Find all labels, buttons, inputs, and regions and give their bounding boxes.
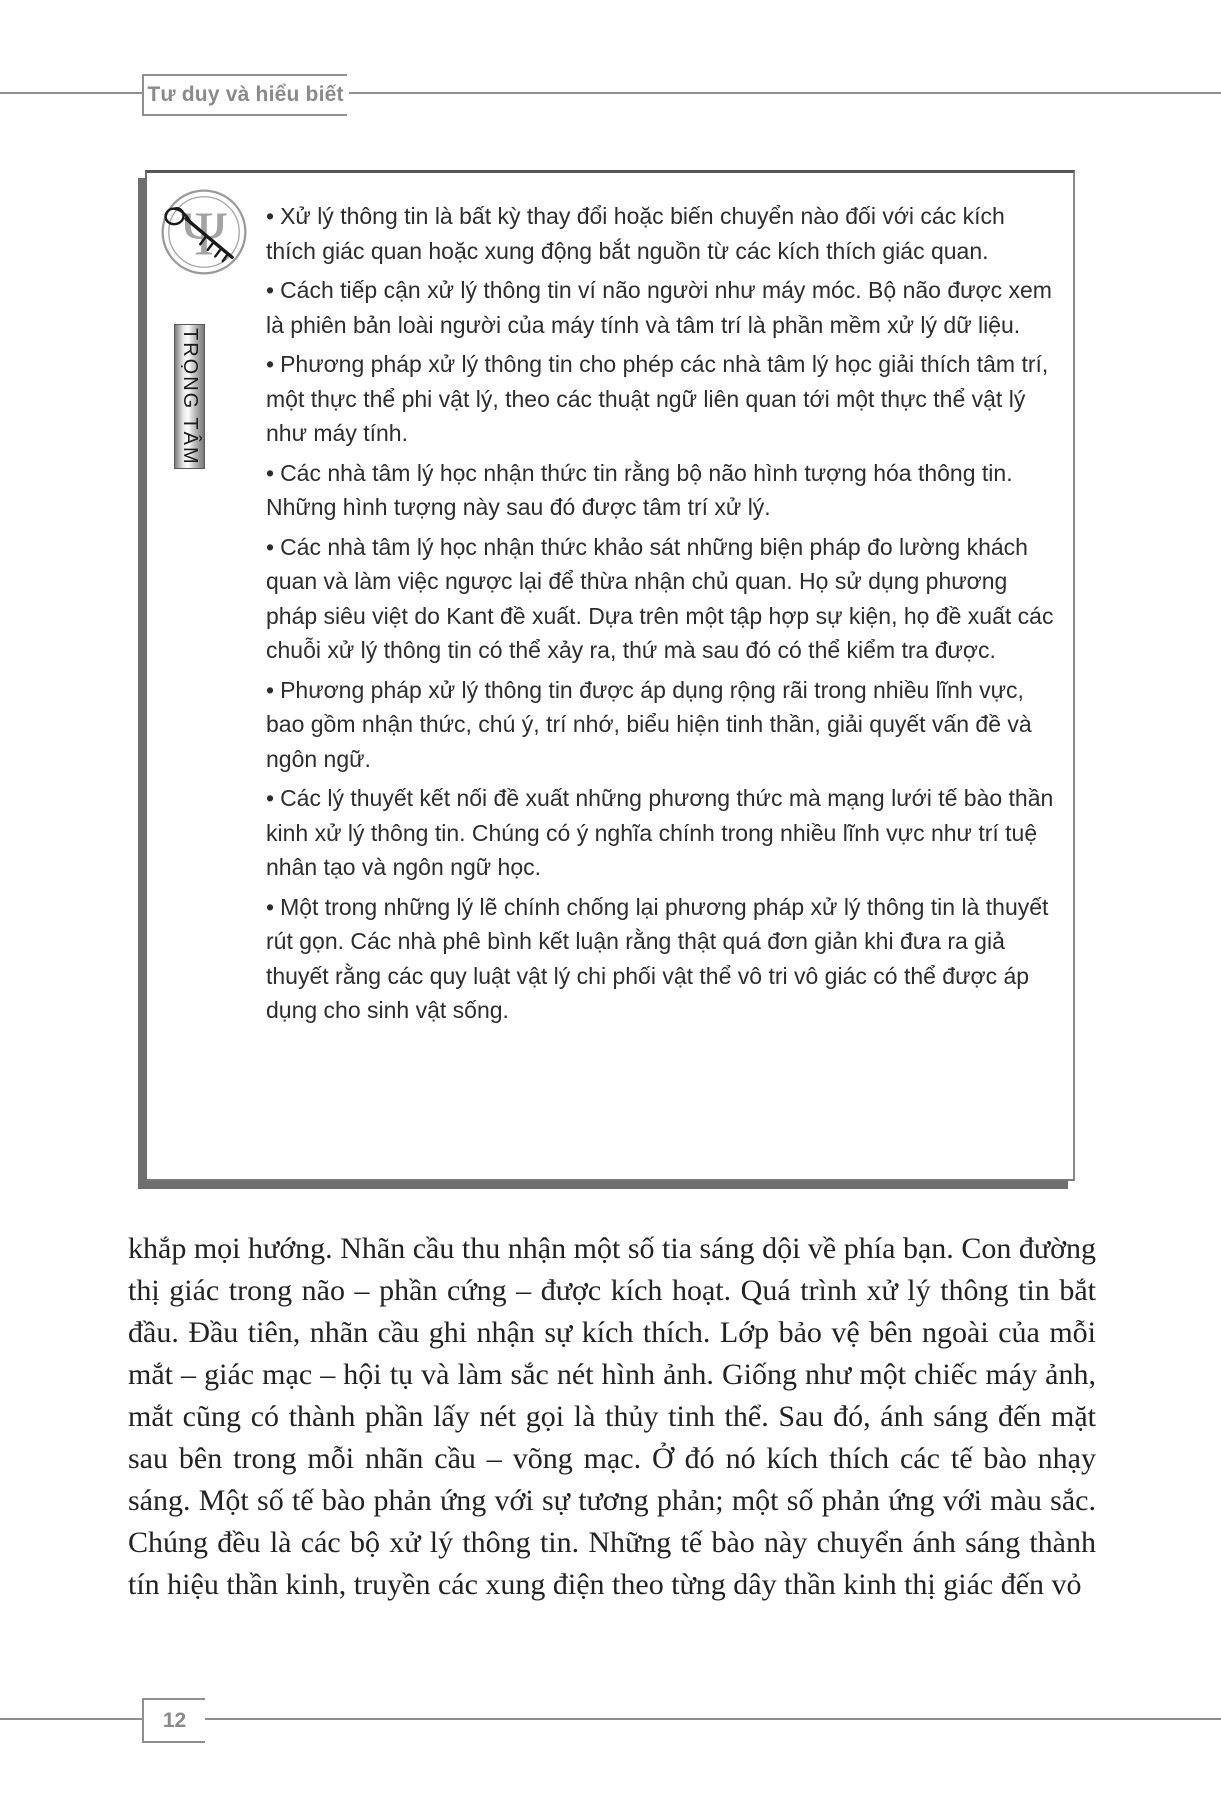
key-point <box>266 530 1058 668</box>
key-point-text: Một trong những lý lẽ chính chống lại phương pháp xử lý thông tin là thuyết rút gọn. Các nhà phê bình kết luận rằng thật quá đơn giản khi đưa ra giả thuyết rằng các quy luật vật lý chi phối vật thể vô tri vô giác có thể được áp dụng cho sinh vật sống. <box>266 893 1049 1023</box>
key-point-text: Phương pháp xử lý thông tin được áp dụng rộng rãi trong nhiều lĩnh vực, bao gồm nhận thức, chú ý, trí nhớ, biểu hiện tinh thần, giải quyết vấn đề và ngôn ngữ. <box>266 676 1032 772</box>
focus-ribbon <box>174 324 205 469</box>
key-point-text: Cách tiếp cận xử lý thông tin ví não người như máy móc. Bộ não được xem là phiên bản loài người của máy tính và tâm trí là phần mềm xử lý dữ liệu. <box>266 277 1052 338</box>
focus-ribbon-label: TRỌNG TÂM <box>179 327 201 466</box>
key-point-text: Các lý thuyết kết nối đề xuất những phương thức mà mạng lưới tế bào thần kinh xử lý thông tin. Chúng có ý nghĩa chính trong nhiều lĩnh vực như trí tuệ nhân tạo và ngôn ngữ học. <box>266 785 1054 880</box>
page-number: 12 <box>162 1708 187 1732</box>
key-point-text: Phương pháp xử lý thông tin cho phép các nhà tâm lý học giải thích tâm trí, một thực thể phi vật lý, theo các thuật ngữ liên quan tới một thực thể vật lý như máy tính. <box>266 351 1049 446</box>
key-point <box>266 781 1058 885</box>
key-point <box>266 456 1058 525</box>
key-point <box>266 347 1058 451</box>
chapter-title: Tư duy và hiểu biết <box>147 83 344 106</box>
key-point <box>266 199 1058 268</box>
key-point <box>266 273 1058 342</box>
header-rule-left <box>0 92 142 94</box>
page-number-tab <box>142 1698 205 1743</box>
key-points-list <box>266 199 1058 1033</box>
bullet-dot: • <box>266 459 275 486</box>
psi-glyph: Ψ <box>181 200 227 269</box>
body-paragraph: khắp mọi hướng. Nhãn cầu thu nhận một số tia sáng dội về phía bạn. Con đường thị giác trong não – phần cứng – được kích hoạt. Quá trình xử lý thông tin bắt đầu. Đầu tiên, nhãn cầu ghi nhận sự kích thích. Lớp bảo vệ bên ngoài của mỗi mắt – giác mạc – hội tụ và làm sắc nét hình ảnh. Giống như một chiếc máy ảnh, mắt cũng có thành phần lấy nét gọi là thủy tinh thể. Sau đó, ánh sáng đến mặt sau bên trong mỗi nhãn cầu – võng mạc. Ở đó nó kích thích các tế bào nhạy sáng. Một số tế bào phản ứng với sự tương phản; một số phản ứng với màu sắc. Chúng đều là các bộ xử lý thông tin. Những tế bào này chuyển ánh sáng thành tín hiệu thần kinh, truyền các xung điện theo từng dây thần kinh thị giác đến vỏ <box>128 1232 1096 1601</box>
header-rule-right <box>349 92 1221 94</box>
bullet-dot: • <box>266 893 275 920</box>
bullet-dot: • <box>266 351 275 377</box>
footer-rule-right <box>203 1718 1221 1720</box>
bullet-dot: • <box>266 676 275 703</box>
key-point <box>266 890 1058 1028</box>
bullet-dot: • <box>266 203 275 229</box>
footer-rule-left <box>0 1718 142 1720</box>
bullet-dot: • <box>266 277 275 303</box>
key-point-text: Xử lý thông tin là bất kỳ thay đổi hoặc biến chuyển nào đối với các kích thích giác quan hoặc xung động bắt nguồn từ các kích thích giác quan. <box>266 203 1005 264</box>
psi-key-icon <box>157 185 251 279</box>
key-point-text: Các nhà tâm lý học nhận thức tin rằng bộ não hình tượng hóa thông tin. Những hình tượng này sau đó được tâm trí xử lý. <box>266 459 1013 520</box>
key-point-text: Các nhà tâm lý học nhận thức khảo sát những biện pháp đo lường khách quan và làm việc ngược lại để thừa nhận chủ quan. Họ sử dụng phương pháp siêu việt do Kant đề xuất. Dựa trên một tập hợp sự kiện, họ đề xuất các chuỗi xử lý thông tin có thể xảy ra, thứ mà sau đó có thể kiểm tra được. <box>266 533 1054 663</box>
bullet-dot: • <box>266 533 275 560</box>
key-point <box>266 673 1058 777</box>
key-points-box <box>145 170 1075 1181</box>
bullet-dot: • <box>266 785 275 811</box>
chapter-header-tab <box>142 74 347 116</box>
